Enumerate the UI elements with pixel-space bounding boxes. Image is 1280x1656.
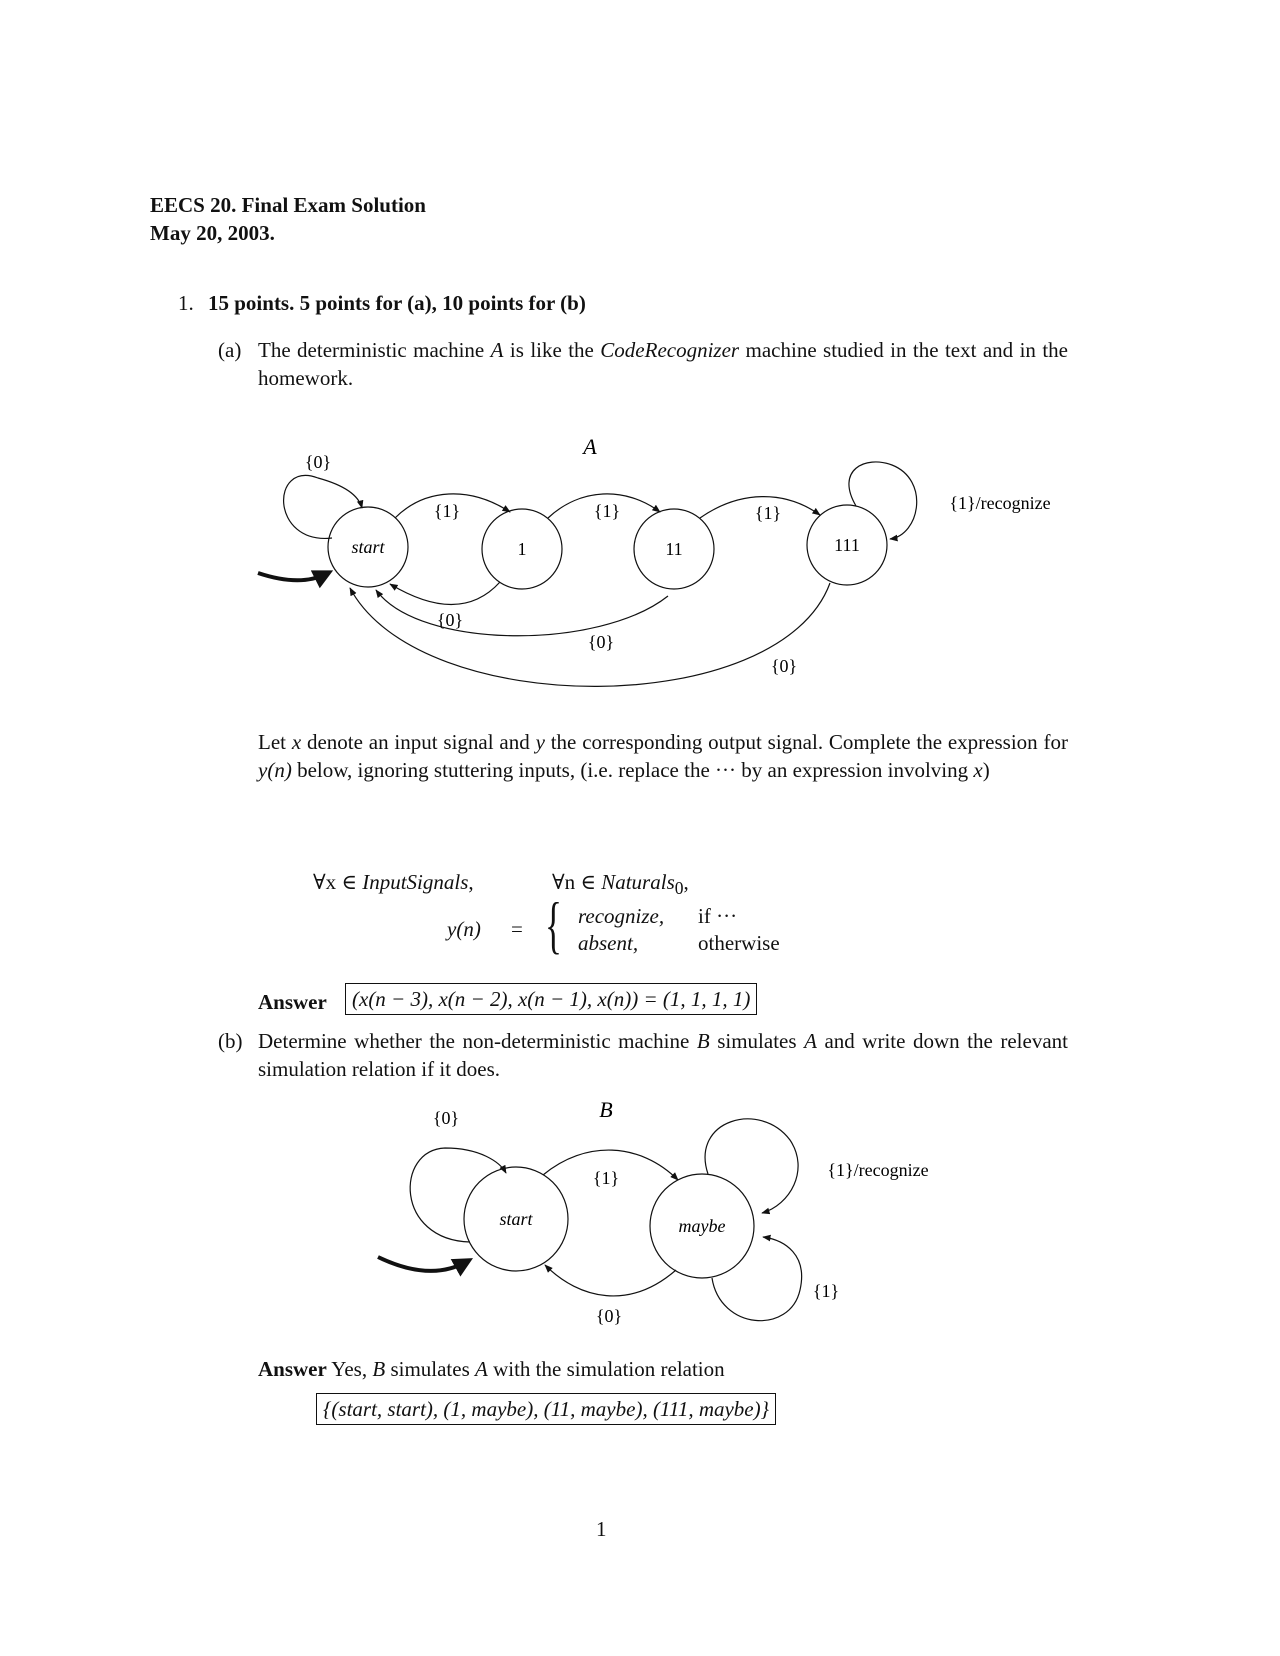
letx-y: y: [535, 730, 545, 754]
state-maybe-b-label: maybe: [678, 1216, 726, 1236]
answer-a-box: (x(n − 3), x(n − 2), x(n − 1), x(n)) = (1, 1, 1, 1): [345, 983, 757, 1015]
state-111-a-label: 111: [834, 535, 860, 555]
initial-arrow-b: [378, 1257, 466, 1271]
case-recognize-condition: if ···: [698, 904, 738, 928]
letx-t4: below, ignoring stuttering inputs, (i.e. replace the: [291, 758, 716, 782]
edge-maybe-to-start: [545, 1265, 676, 1296]
label-11-to-start: {0}: [587, 632, 615, 652]
letx-dots: ···: [715, 758, 736, 782]
part-a-label: (a): [218, 338, 242, 362]
label-maybe-self-bottom: {1}: [812, 1281, 840, 1301]
state-1-a-label: 1: [517, 539, 527, 559]
part-b-t2: simulates: [709, 1029, 805, 1053]
part-b-machine-a: A: [804, 1029, 817, 1053]
label-start-self-b: {0}: [432, 1108, 460, 1128]
answer-b-machine-b: B: [372, 1357, 386, 1381]
state-start-a-label: start: [351, 537, 385, 557]
state-11-a-label: 11: [665, 539, 683, 559]
label-maybe-self-top: {1}/recognize: [827, 1160, 929, 1180]
case-brace: {: [545, 889, 562, 960]
letx-x2: x: [973, 758, 983, 782]
letx-yn: y(n): [258, 758, 292, 782]
case-absent: absent,: [578, 931, 639, 955]
part-a-text-1: The deterministic machine: [258, 338, 491, 362]
part-b-label: (b): [218, 1029, 243, 1053]
forall-x-comma: ,: [468, 870, 474, 894]
edge-maybe-self-top: [705, 1119, 798, 1213]
diagram-b-title: B: [599, 1097, 613, 1122]
answer-b-t3: with the simulation relation: [487, 1357, 725, 1381]
forall-n-symbol: ∀n ∈: [552, 870, 602, 894]
problem-number: 1.: [178, 291, 194, 315]
equals-sign: =: [511, 917, 523, 941]
naturals-subscript: 0: [674, 878, 684, 899]
case-recognize: recognize,: [578, 904, 665, 928]
answer-b-machine-a: A: [475, 1357, 488, 1381]
title-date: May 20, 2003.: [150, 221, 275, 245]
letx-t6: ): [982, 758, 990, 782]
part-a-text-3: machine studied in the text and in the homework.: [258, 338, 1068, 390]
part-a-text-2: is like the: [503, 338, 601, 362]
edge-start-self-b: [410, 1148, 506, 1242]
case-absent-condition: otherwise: [698, 931, 780, 955]
label-start-to-1: {1}: [433, 501, 461, 521]
part-b-t3: and write down the relevant simulation relation if it does.: [258, 1029, 1068, 1081]
part-b-t1: Determine whether the non-deterministic machine: [258, 1029, 697, 1053]
label-111-self: {1}/recognize: [949, 493, 1051, 513]
label-start-to-maybe: {1}: [592, 1168, 620, 1188]
answer-b-label: Answer: [258, 1357, 327, 1381]
label-11-to-111: {1}: [754, 503, 782, 523]
forall-n-comma: ,: [683, 870, 689, 894]
label-111-to-start: {0}: [770, 656, 798, 676]
forall-x-symbol: ∀x ∈: [313, 870, 363, 894]
output-yn: y(n): [447, 917, 481, 941]
answer-b-t1: Yes,: [326, 1357, 373, 1381]
code-recognizer-ref: CodeRecognizer: [600, 338, 740, 362]
state-start-b-label: start: [499, 1209, 533, 1229]
answer-b-text: [258, 1355, 725, 1383]
naturals: Naturals: [601, 870, 675, 894]
title-line-1: EECS 20. Final Exam Solution: [150, 193, 426, 217]
letx-x: x: [291, 730, 302, 754]
label-start-self-a: {0}: [304, 452, 332, 472]
label-1-to-start: {0}: [436, 610, 464, 630]
simulation-relation-box: {(start, start), (1, maybe), (11, maybe), (111, maybe)}: [316, 1393, 776, 1425]
machine-a-ref: A: [490, 338, 504, 362]
page-number: 1: [596, 1517, 607, 1541]
letx-t5: by an expression involving: [736, 758, 974, 782]
letx-t2: denote an input signal and: [301, 730, 536, 754]
letx-t3: the corresponding output signal. Complete the expression for: [544, 730, 1068, 754]
input-signals: InputSignals: [362, 870, 469, 894]
letx-t1: Let: [258, 730, 292, 754]
problem-points: 15 points. 5 points for (a), 10 points for (b): [208, 291, 586, 315]
label-maybe-to-start: {0}: [595, 1306, 623, 1326]
part-b-machine-b: B: [696, 1029, 710, 1053]
edge-maybe-self-bottom: [712, 1237, 802, 1321]
answer-a-label: Answer: [258, 990, 327, 1014]
label-1-to-11: {1}: [593, 501, 621, 521]
answer-b-t2: simulates: [385, 1357, 476, 1381]
diagram-a-title: A: [583, 434, 597, 459]
